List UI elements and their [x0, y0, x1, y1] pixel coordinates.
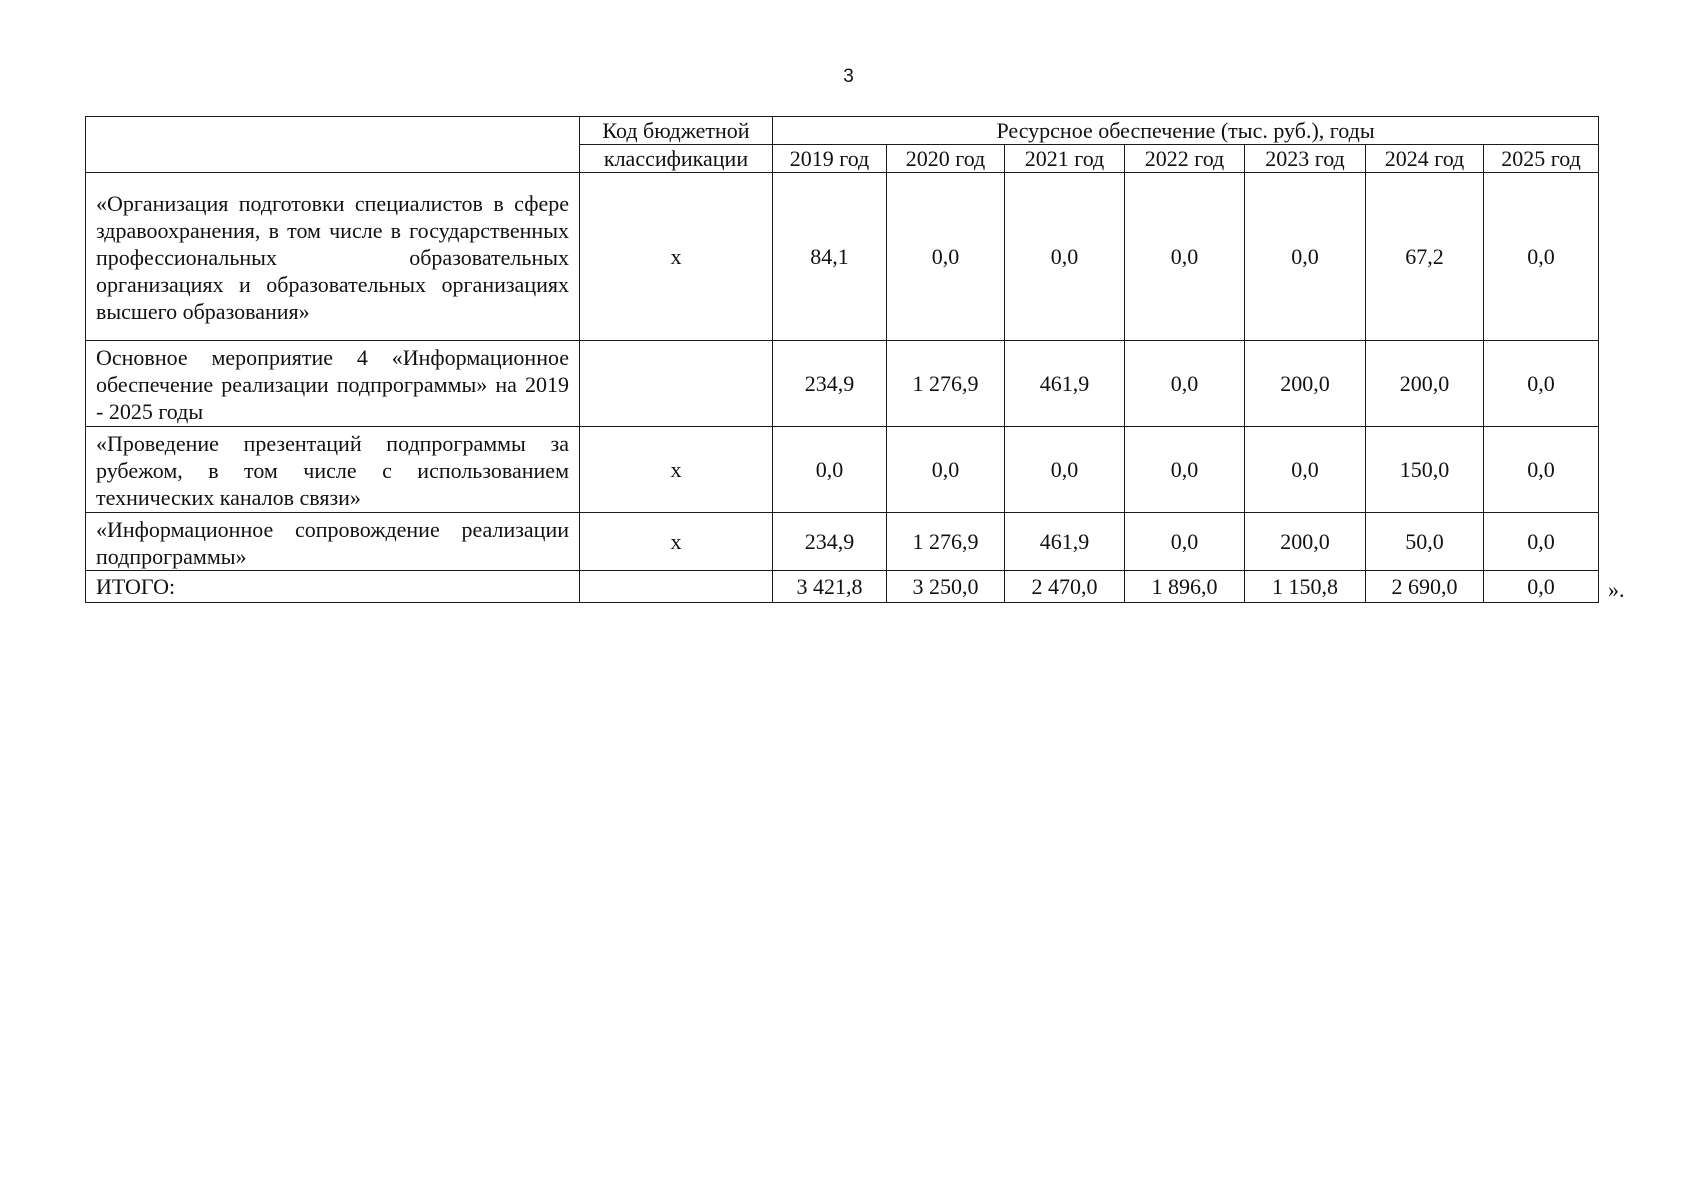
row-value: 150,0: [1366, 427, 1484, 513]
total-value: 0,0: [1484, 571, 1599, 603]
row-code: х: [580, 427, 773, 513]
row-value: 0,0: [887, 427, 1005, 513]
table-row: [86, 341, 1599, 427]
row-value: 461,9: [1005, 341, 1125, 427]
table-row: [86, 513, 1599, 571]
row-value: 234,9: [773, 341, 887, 427]
row-code: х: [580, 173, 773, 341]
row-code: х: [580, 513, 773, 571]
total-value: 3 421,8: [773, 571, 887, 603]
total-value: 1 896,0: [1125, 571, 1245, 603]
table-row: [86, 427, 1599, 513]
row-value: 0,0: [1484, 427, 1599, 513]
row-value: 461,9: [1005, 513, 1125, 571]
year-header: 2022 год: [1125, 145, 1245, 173]
total-code: [580, 571, 773, 603]
row-value: 0,0: [887, 173, 1005, 341]
row-value: 0,0: [1484, 513, 1599, 571]
row-value: 50,0: [1366, 513, 1484, 571]
row-value: 0,0: [1125, 513, 1245, 571]
row-value: 200,0: [1366, 341, 1484, 427]
year-header: 2021 год: [1005, 145, 1125, 173]
year-header: 2024 год: [1366, 145, 1484, 173]
row-value: 0,0: [1245, 173, 1366, 341]
row-name: «Организация подготовки специалистов в сфере здравоохранения, в том числе в государственных профессиональных образовательных организациях и образовательных организациях высшего образования»: [86, 173, 580, 341]
code-column-header-line2: классификации: [580, 145, 773, 173]
resource-table: [85, 116, 1599, 603]
row-value: 0,0: [1125, 173, 1245, 341]
row-value: 200,0: [1245, 341, 1366, 427]
year-header: 2020 год: [887, 145, 1005, 173]
code-column-header: Код бюджетной: [580, 117, 773, 145]
total-label: ИТОГО:: [86, 571, 580, 603]
row-value: 0,0: [1484, 341, 1599, 427]
total-value: 2 690,0: [1366, 571, 1484, 603]
row-value: 0,0: [1245, 427, 1366, 513]
row-value: 0,0: [1484, 173, 1599, 341]
year-header: 2025 год: [1484, 145, 1599, 173]
row-name: «Информационное сопровождение реализации подпрограммы»: [86, 513, 580, 571]
header-row-1: [86, 117, 1599, 145]
year-header: 2023 год: [1245, 145, 1366, 173]
name-column-header: [86, 117, 580, 173]
resource-header: Ресурсное обеспечение (тыс. руб.), годы: [773, 117, 1599, 145]
row-value: 0,0: [1125, 427, 1245, 513]
year-header: 2019 год: [773, 145, 887, 173]
closing-quote: ».: [1608, 577, 1625, 602]
total-row: [86, 571, 1599, 603]
row-name: Основное мероприятие 4 «Информационное обеспечение реализации подпрограммы» на 2019 - 2025 годы: [86, 341, 580, 427]
total-value: 2 470,0: [1005, 571, 1125, 603]
page-number: 3: [843, 66, 854, 87]
row-value: 67,2: [1366, 173, 1484, 341]
row-value: 0,0: [1125, 341, 1245, 427]
row-value: 0,0: [773, 427, 887, 513]
total-value: 3 250,0: [887, 571, 1005, 603]
row-value: 1 276,9: [887, 513, 1005, 571]
total-value: 1 150,8: [1245, 571, 1366, 603]
row-value: 0,0: [1005, 427, 1125, 513]
row-value: 200,0: [1245, 513, 1366, 571]
table-row: [86, 173, 1599, 341]
row-name: «Проведение презентаций подпрограммы за рубежом, в том числе с использованием технических каналов связи»: [86, 427, 580, 513]
row-code: [580, 341, 773, 427]
row-value: 0,0: [1005, 173, 1125, 341]
row-value: 1 276,9: [887, 341, 1005, 427]
row-value: 84,1: [773, 173, 887, 341]
row-value: 234,9: [773, 513, 887, 571]
